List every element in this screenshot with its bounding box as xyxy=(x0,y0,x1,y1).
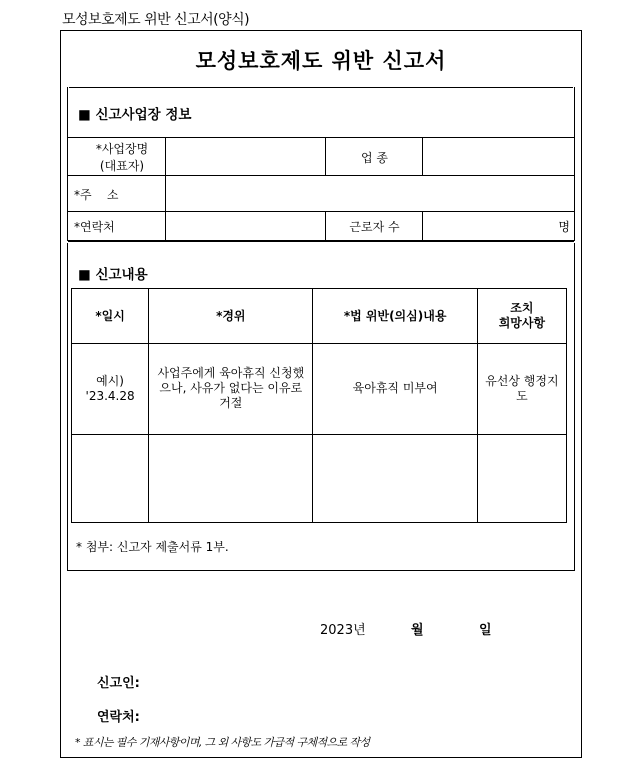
form-frame xyxy=(60,30,582,758)
address-label: *주 소 xyxy=(74,187,119,202)
workplace-name-field[interactable] xyxy=(165,138,326,176)
details-column-header: *경위 xyxy=(149,289,313,344)
action-column-header: 조치 희망사항 xyxy=(477,289,566,344)
violation-cell[interactable] xyxy=(313,434,477,522)
workplace-name-row xyxy=(68,137,574,176)
industry-field[interactable] xyxy=(422,138,574,176)
example-details-cell[interactable]: 사업주에게 육아휴직 신청했으나, 사유가 없다는 이유로 거절 xyxy=(149,344,313,434)
details-cell[interactable] xyxy=(149,434,313,522)
address-row xyxy=(68,175,574,212)
reporter-contact-label: 연락처: xyxy=(97,710,140,725)
month-label: 월 xyxy=(411,623,424,638)
report-section-heading: ■ 신고내용 xyxy=(78,267,148,283)
violation-column-header: *법 위반(의심)내용 xyxy=(313,289,477,344)
action-cell[interactable] xyxy=(477,434,566,522)
workplace-section-heading: ■ 신고사업장 정보 xyxy=(78,107,192,123)
workplace-name-label: *사업장명 xyxy=(95,142,149,156)
report-table xyxy=(71,288,567,523)
contact-field[interactable] xyxy=(165,212,326,240)
workplace-info-section xyxy=(67,87,575,241)
date-cell[interactable] xyxy=(72,434,149,522)
table-header-row xyxy=(72,289,567,344)
table-row xyxy=(72,344,567,434)
report-content-section xyxy=(67,243,575,571)
date-column-header: *일시 xyxy=(72,289,149,344)
workers-label: 근로자 수 xyxy=(349,219,400,234)
reporter-label: 신고인: xyxy=(97,676,140,691)
required-fields-footnote: * 표시는 필수 기재사항이며, 그 외 사항도 가급적 구체적으로 작성 xyxy=(75,736,370,749)
attachment-note: * 첨부: 신고자 제출서류 1부. xyxy=(76,540,229,554)
example-action-cell[interactable]: 유선상 행정지도 xyxy=(477,344,566,434)
year-label: 2023년 xyxy=(320,623,366,638)
day-label: 일 xyxy=(479,623,492,638)
workers-unit: 명 xyxy=(558,219,570,234)
example-date-cell[interactable]: 예시) '23.4.28 xyxy=(72,344,149,434)
address-field[interactable] xyxy=(165,176,574,212)
workers-field[interactable] xyxy=(422,212,574,240)
document-title: 모성보호제도 위반 신고서 xyxy=(195,49,447,73)
form-caption: 모성보호제도 위반 신고서(양식) xyxy=(62,12,250,28)
representative-label: (대표자) xyxy=(99,159,145,173)
industry-label: 업 종 xyxy=(361,150,388,165)
example-violation-cell[interactable]: 육아휴직 미부여 xyxy=(313,344,477,434)
contact-label: *연락처 xyxy=(74,219,115,234)
table-row xyxy=(72,434,567,522)
contact-row xyxy=(68,211,574,242)
